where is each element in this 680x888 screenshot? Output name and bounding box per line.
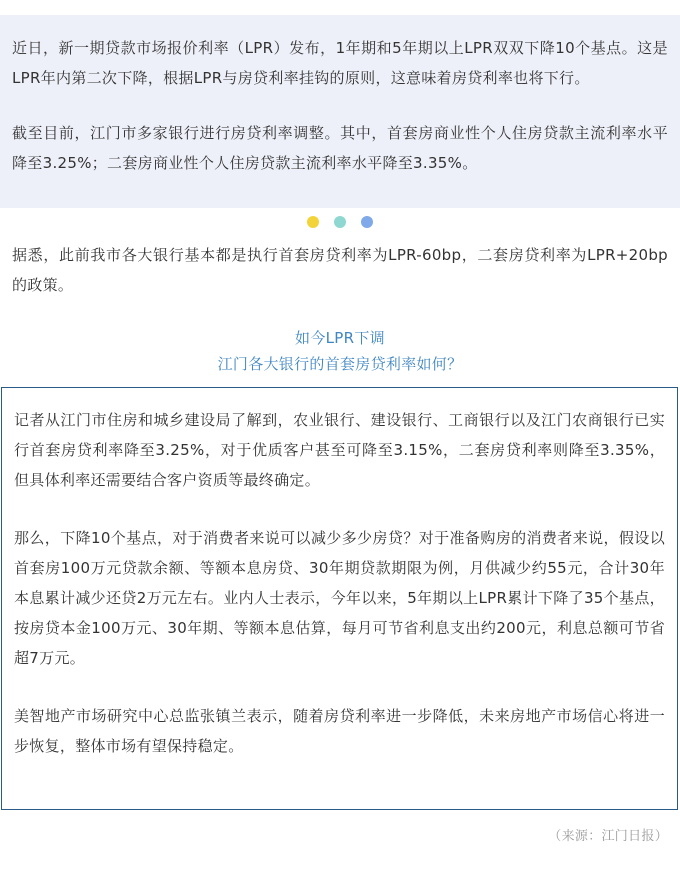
divider-dot-blue <box>361 216 373 228</box>
divider-dots <box>0 216 680 230</box>
detail-paragraph-bank-rates: 记者从江门市住房和城乡建设局了解到，农业银行、建设银行、工商银行以及江门农商银行已实行首套房贷利率降至3.25%，对于优质客户甚至可降至3.15%，二套房贷利率则降至3.35%，但具体利率还需要结合客户资质等最终确定。 <box>14 411 665 489</box>
divider-dot-yellow <box>307 216 319 228</box>
section-heading-line-1: 如今LPR下调 <box>295 329 385 347</box>
lead-paragraph: 据悉，此前我市各大银行基本都是执行首套房贷利率为LPR-60bp，二套房贷利率为LPR+20bp的政策。 <box>12 246 668 294</box>
intro-paragraph-jiangmen-rates: 截至目前，江门市多家银行进行房贷利率调整。其中，首套房商业性个人住房贷款主流利率水平降至3.25%；二套房商业性个人住房贷款主流利率水平降至3.35%。 <box>12 124 668 172</box>
divider-dot-teal <box>334 216 346 228</box>
intro-paragraph-lpr-release: 近日，新一期贷款市场报价利率（LPR）发布，1年期和5年期以上LPR双双下降10个基点。这是LPR年内第二次下降，根据LPR与房贷利率挂钩的原则，这意味着房贷利率也将下行。 <box>12 39 668 87</box>
intro-summary-box <box>0 15 680 208</box>
section-heading <box>0 325 680 377</box>
section-heading-line-2: 江门各大银行的首套房贷利率如何？ <box>217 355 463 373</box>
detail-content-box <box>1 387 678 810</box>
source-credit: （来源：江门日报） <box>548 829 668 844</box>
detail-paragraph-savings: 那么，下降10个基点，对于消费者来说可以减少多少房贷？对于准备购房的消费者来说，假设以首套房100万元贷款余额、等额本息房贷、30年期贷款期限为例，月供减少约55元，合计30年本息累计减少还贷2万元左右。业内人士表示，今年以来，5年期以上LPR累计下降了35个基点，按房贷本金100万元、30年期、等额本息估算，每月可节省利息支出约200元，利息总额可节省超7万元。 <box>14 529 665 667</box>
detail-paragraph-market-outlook: 美智地产市场研究中心总监张镇兰表示，随着房贷利率进一步降低，未来房地产市场信心将进一步恢复，整体市场有望保持稳定。 <box>14 707 665 755</box>
